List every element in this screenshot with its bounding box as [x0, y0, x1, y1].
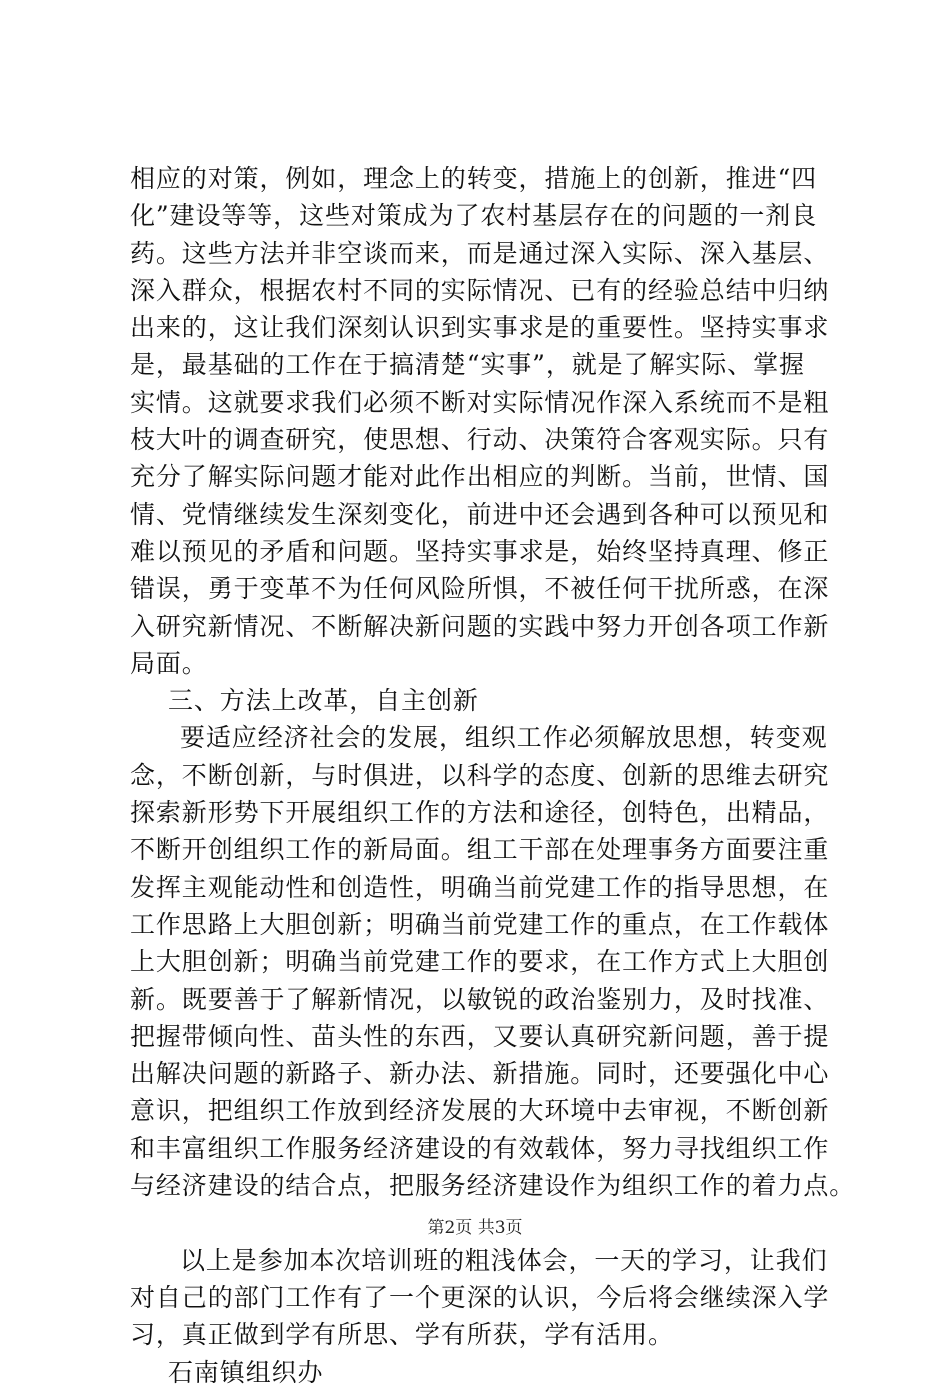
paragraph-line: 习，真正做到学有所思、学有所获，学有活用。 [130, 1320, 674, 1350]
paragraph-line: 深入群众，根据农村不同的实际情况、已有的经验总结中归纳 [130, 275, 830, 305]
document-body [130, 160, 856, 1391]
paragraph-line: 对自己的部门工作有了一个更深的认识，今后将会继续深入学 [130, 1282, 830, 1312]
paragraph-line: 把握带倾向性、苗头性的东西，又要认真研究新问题，善于提 [130, 1021, 830, 1051]
paragraph-line: 上大胆创新；明确当前党建工作的要求，在工作方式上大胆创 [130, 947, 830, 977]
paragraph-line: 与经济建设的结合点，把服务经济建设作为组织工作的着力点。 [130, 1171, 856, 1201]
paragraph-line: 难以预见的矛盾和问题。坚持实事求是，始终坚持真理、修正 [130, 536, 830, 566]
paragraph-line: 探索新形势下开展组织工作的方法和途径，创特色，出精品， [130, 798, 830, 828]
paragraph-line: 新。既要善于了解新情况，以敏锐的政治鉴别力，及时找准、 [130, 984, 830, 1014]
paragraph-line: 念，不断创新，与时俱进，以科学的态度、创新的思维去研究 [130, 760, 830, 790]
paragraph-line: 和丰富组织工作服务经济建设的有效载体，努力寻找组织工作 [130, 1133, 830, 1163]
paragraph-line: 情、党情继续发生深刻变化，前进中还会遇到各种可以预见和 [130, 499, 830, 529]
paragraph-line: 出来的，这让我们深刻认识到实事求是的重要性。坚持实事求 [130, 313, 830, 343]
paragraph-line: 意识，把组织工作放到经济发展的大环境中去审视，不断创新 [130, 1096, 830, 1126]
paragraph-line: 不断开创组织工作的新局面。组工干部在处理事务方面要注重 [130, 835, 830, 865]
paragraph-line: 以上是参加本次培训班的粗浅体会，一天的学习，让我们 [180, 1245, 828, 1275]
paragraph-line: 实情。这就要求我们必须不断对实际情况作深入系统而不是粗 [130, 387, 830, 417]
paragraph-line: 局面。 [130, 648, 208, 678]
paragraph-line: 化”建设等等，这些对策成为了农村基层存在的问题的一剂良 [130, 201, 818, 231]
paragraph-line: 药。这些方法并非空谈而来，而是通过深入实际、深入基层、 [130, 238, 830, 268]
paragraph-line: 要适应经济社会的发展，组织工作必须解放思想，转变观 [180, 723, 828, 753]
paragraph-line: 充分了解实际问题才能对此作出相应的判断。当前，世情、国 [130, 462, 830, 492]
paragraph-line: 工作思路上大胆创新；明确当前党建工作的重点，在工作载体 [130, 909, 830, 939]
paragraph-line: 出解决问题的新路子、新办法、新措施。同时，还要强化中心 [130, 1059, 830, 1089]
paragraph-line: 枝大叶的调查研究，使思想、行动、决策符合客观实际。只有 [130, 425, 830, 455]
signature: 石南镇组织办 [168, 1357, 324, 1387]
paragraph-line: 入研究新情况、不断解决新问题的实践中努力开创各项工作新 [130, 611, 830, 641]
paragraph-line: 错误，勇于变革不为任何风险所惧，不被任何干扰所惑，在深 [130, 574, 830, 604]
paragraph-line: 是，最基础的工作在于搞清楚“实事”，就是了解实际、掌握 [130, 350, 805, 380]
page-footer: 第2页 共3页 [427, 1218, 523, 1238]
paragraph-line: 发挥主观能动性和创造性，明确当前党建工作的指导思想，在 [130, 872, 830, 902]
section-heading: 三、方法上改革，自主创新 [168, 686, 479, 716]
paragraph-line: 相应的对策，例如，理念上的转变，措施上的创新，推进“四 [130, 164, 818, 193]
